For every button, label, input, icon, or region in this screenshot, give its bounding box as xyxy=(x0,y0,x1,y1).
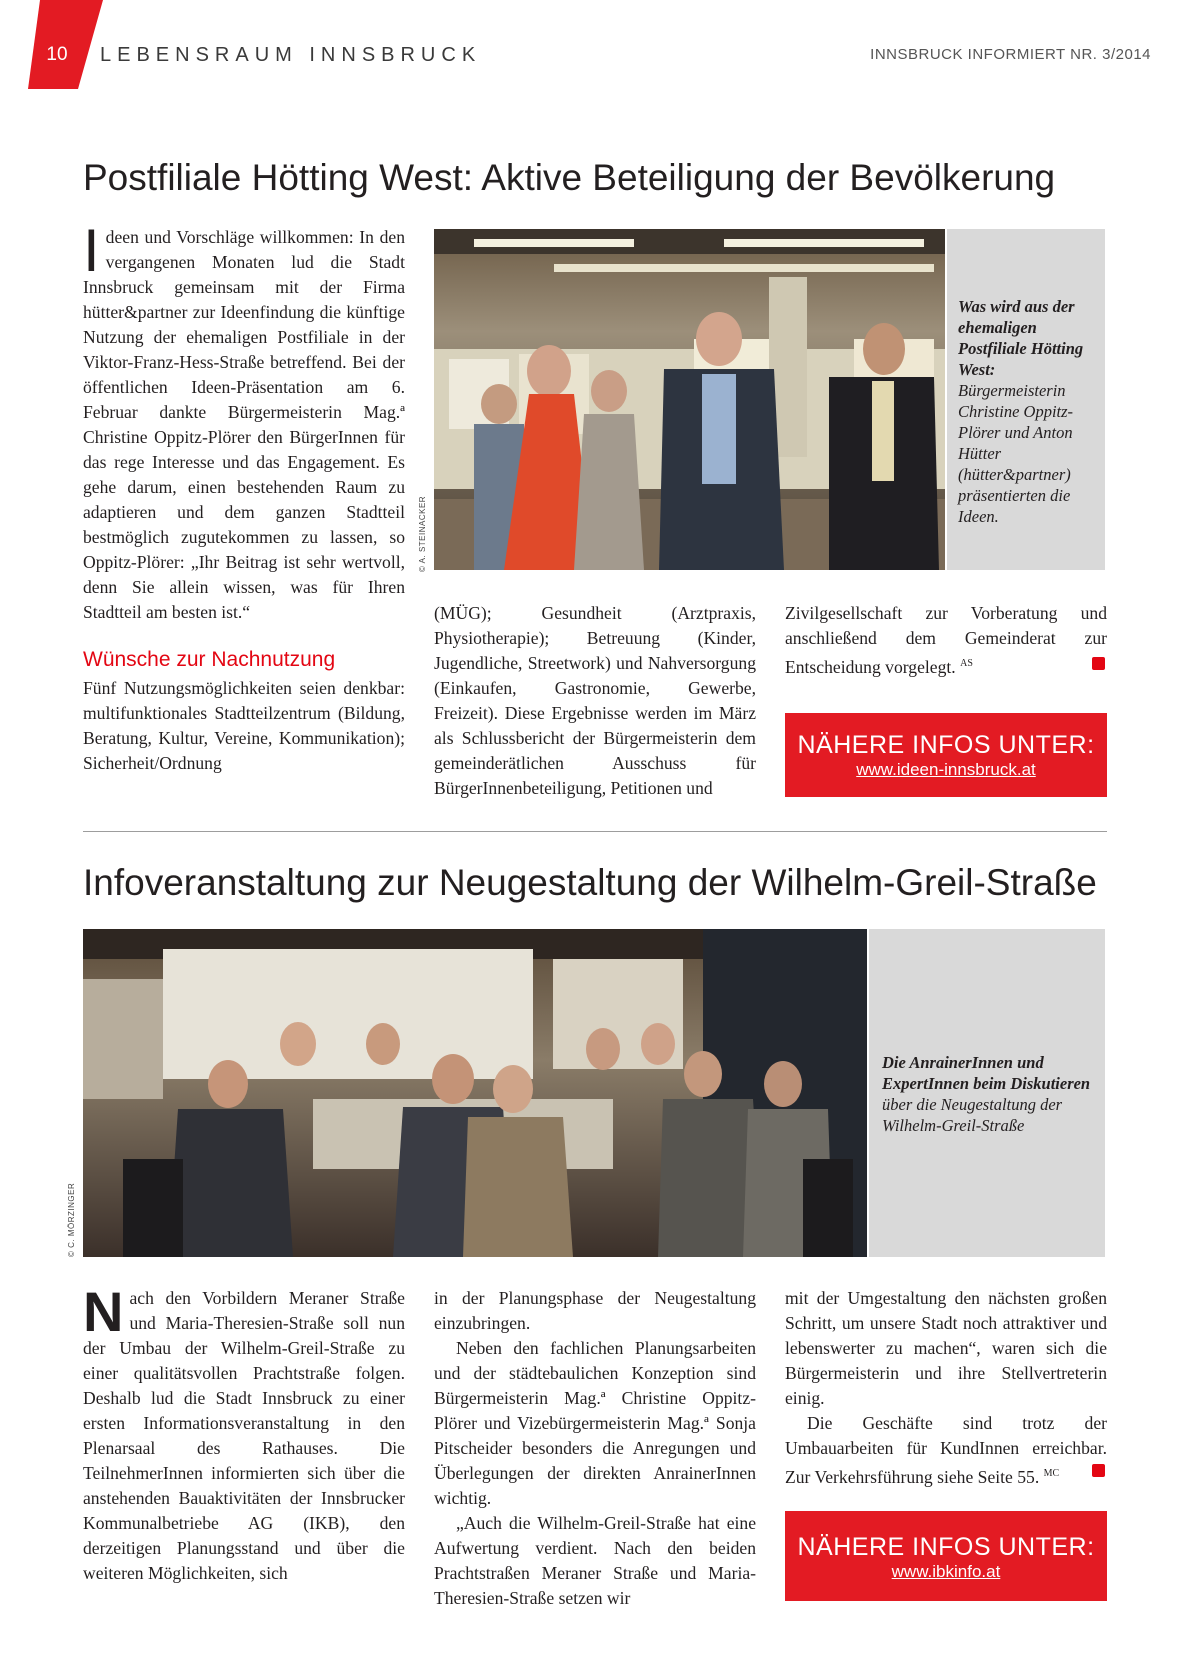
info-box xyxy=(785,1511,1107,1601)
author-initials: MC xyxy=(1043,1468,1060,1479)
subheading: Wünsche zur Nachnutzung xyxy=(83,648,336,671)
body-text: Neben den fachlichen Planungsarbeiten und der städtebaulichen Konzeption sind Bürgermeisterin Mag.ª Christine Oppitz-Plörer und Vizebürgermeisterin Mag.ª Sonja Pitscheider besonders die Anregungen und Überlegungen der direkten AnrainerInnen wichtig. xyxy=(434,1338,756,1508)
caption-text: über die Neugestaltung der Wilhelm-Greil-Straße xyxy=(882,1095,1063,1135)
body-text: Fünf Nutzungsmöglichkeiten seien denkbar: multifunktionales Stadtteilzentrum (Bildung, Beratung, Kultur, Vereine, Kommunikation); Sicherheit/Ordnung xyxy=(83,678,405,773)
photo-credit: © A. STEINACKER xyxy=(418,495,427,572)
end-mark-icon xyxy=(1092,657,1105,670)
article-photo-discussion xyxy=(83,929,867,1257)
info-title: NÄHERE INFOS UNTER: xyxy=(797,1533,1095,1561)
section-title: LEBENSRAUM INNSBRUCK xyxy=(100,44,482,66)
article-column xyxy=(83,217,405,776)
article-headline: Postfiliale Hötting West: Aktive Beteiligung der Bevölkerung xyxy=(83,157,1056,198)
body-text: mit der Umgestaltung den nächsten großen Schritt, um unsere Stadt noch attraktiver und lebenswerter zu machen“, waren sich die Bürgermeisterin und ihre Stellvertreterin einig. xyxy=(785,1288,1107,1408)
article-photo-presentation xyxy=(434,229,945,570)
photo-credit: © C. MÖRZINGER xyxy=(67,1182,76,1257)
drop-cap: N xyxy=(83,1280,124,1343)
body-text: ach den Vorbildern Meraner Straße und Maria-Theresien-Straße soll nun der Umbau der Wilhelm-Greil-Straße zu einer qualitätsvollen Prachtstraße folgen. Deshalb lud die Stadt Innsbruck zu einer ersten Informationsveranstaltung in den Plenarsaal des Rathauses. Die TeilnehmerInnen informierten sich über die anstehenden Bauaktivitäten der Innsbrucker Kommunalbetriebe AG (IKB), den derzeitigen Planungsstand und über die weiteren Möglichkeiten, sich xyxy=(83,1288,405,1583)
end-mark-icon xyxy=(1092,1464,1105,1477)
article-column xyxy=(434,1286,756,1611)
caption-bold: Was wird aus der ehemaligen Postfiliale Hötting West: xyxy=(958,297,1084,379)
body-text: in der Planungsphase der Neugestaltung einzubringen. xyxy=(434,1288,756,1333)
author-initials: AS xyxy=(960,658,973,669)
photo-caption xyxy=(958,296,1100,527)
caption-bold: Die AnrainerInnen und ExpertInnen beim Diskutieren xyxy=(882,1053,1091,1093)
issue-label: INNSBRUCK INFORMIERT NR. 3/2014 xyxy=(870,46,1151,63)
photo-caption xyxy=(882,1052,1100,1136)
article-column xyxy=(434,601,756,801)
divider xyxy=(83,831,1107,832)
article-column xyxy=(785,1286,1107,1490)
body-text: (MÜG); Gesundheit (Arztpraxis, Physiotherapie); Betreuung (Kinder, Jugendliche, Streetwork) und Nahversorgung (Einkaufen, Gastronomie, Gewerbe, Freizeit). Diese Ergebnisse werden im März als Schlussbericht der Bürgermeisterin dem gemeinderätlichen Ausschuss für BürgerInnenbeteiligung, Petitionen und xyxy=(434,603,756,798)
body-text: Zivilgesellschaft zur Vorberatung und anschließend dem Gemeinderat zur Entscheidung vorgelegt. xyxy=(785,603,1107,677)
info-link[interactable]: www.ibkinfo.at xyxy=(891,1562,1001,1581)
article-column xyxy=(785,601,1107,680)
page-number: 10 xyxy=(46,44,68,65)
article-column xyxy=(83,1280,405,1586)
drop-cap: I xyxy=(83,217,100,284)
info-title: NÄHERE INFOS UNTER: xyxy=(797,731,1095,759)
body-text: „Auch die Wilhelm-Greil-Straße hat eine Aufwertung verdient. Nach den beiden Prachtstraßen Meraner Straße und Maria-Theresien-Straße setzen wir xyxy=(434,1513,756,1608)
caption-text: Bürgermeisterin Christine Oppitz-Plörer und Anton Hütter (hütter&partner) präsentierten die Ideen. xyxy=(958,381,1074,526)
body-text: Die Geschäfte sind trotz der Umbauarbeiten für KundInnen erreichbar. Zur Verkehrsführung siehe Seite 55. xyxy=(785,1413,1107,1487)
article-headline: Infoveranstaltung zur Neugestaltung der Wilhelm-Greil-Straße xyxy=(83,862,1097,903)
body-text: deen und Vorschläge willkommen: In den vergangenen Monaten lud die Stadt Innsbruck gemeinsam mit der Firma hütter&partner zur Ideenfindung die künftige Nutzung der ehemaligen Postfiliale in der Viktor-Franz-Hess-Straße betreffend. Bei der öffentlichen Ideen-Präsentation am 6. Februar dankte Bürgermeisterin Mag.ª Christine Oppitz-Plörer den BürgerInnen für das rege Interesse und das Engagement. Es gehe darum, einen bestehenden Raum zu adaptieren und dem ganzen Stadtteil bestmöglich zugutekommen zu lassen, so Oppitz-Plörer: „Ihr Beitrag ist sehr wertvoll, denn Sie allein wissen, was für Ihren Stadtteil am besten ist.“ xyxy=(83,227,405,622)
info-link[interactable]: www.ideen-innsbruck.at xyxy=(856,760,1036,779)
info-box xyxy=(785,713,1107,797)
